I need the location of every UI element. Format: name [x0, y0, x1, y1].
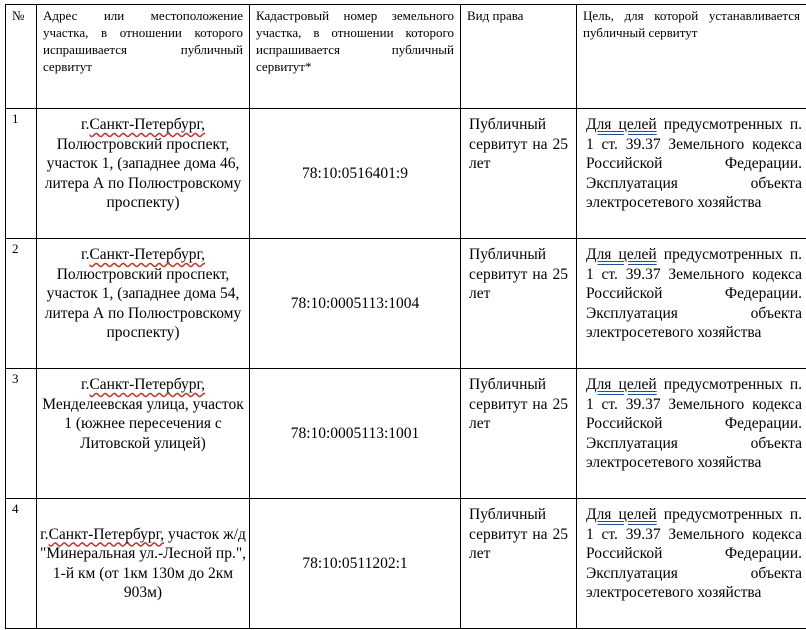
address-rest: участок ж/д "Минеральная ул.-Лесной пр.", 1-й км (от 1км 130м до 2км 903м)	[39, 525, 247, 601]
city-name: Санкт-Петербург,	[89, 116, 205, 133]
row-address	[37, 369, 250, 499]
table-header-row	[6, 5, 806, 109]
purpose-link: Для целей	[586, 116, 657, 133]
header-num: №	[6, 5, 37, 109]
purpose-rest: предусмотренных п. 1 ст. 39.37 Земельного кодекса Российской Федерации. Эксплуатация объекта электросетевого хозяйства	[586, 116, 803, 211]
city-name: Санкт-Петербург,	[89, 246, 205, 263]
row-address	[37, 499, 250, 629]
row-cadastral: 78:10:0005113:1004	[250, 239, 461, 369]
row-right-type: Публичный сервитут на 25 лет	[461, 369, 577, 499]
table-row	[6, 239, 806, 369]
city-prefix: г.	[80, 246, 90, 263]
row-num: 2	[6, 239, 37, 369]
row-right-type: Публичный сервитут на 25 лет	[461, 499, 577, 629]
address-rest: Полюстровский проспект, участок 1, (западнее дома 46, литера А по Полюстровскому проспекту)	[44, 135, 242, 211]
city-name: Санкт-Петербург,	[48, 525, 165, 543]
row-cadastral: 78:10:0005113:1001	[250, 369, 461, 499]
row-right-type: Публичный сервитут на 25 лет	[461, 239, 577, 369]
row-purpose	[577, 499, 806, 629]
purpose-link: Для целей	[586, 506, 657, 523]
city-prefix: г.	[80, 116, 90, 133]
header-right-type: Вид права	[461, 5, 577, 109]
row-num: 4	[6, 499, 37, 629]
row-num: 1	[6, 109, 37, 239]
row-num: 3	[6, 369, 37, 499]
city-prefix: г.	[40, 525, 49, 543]
header-address: Адрес или местоположение участка, в отношении которого испрашивается публичный сервитут	[37, 5, 250, 109]
purpose-rest: предусмотренных п. 1 ст. 39.37 Земельного кодекса Российской Федерации. Эксплуатация объекта электросетевого хозяйства	[586, 246, 803, 341]
row-right-type: Публичный сервитут на 25 лет	[461, 109, 577, 239]
purpose-link: Для целей	[586, 376, 657, 393]
row-cadastral: 78:10:0516401:9	[250, 109, 461, 239]
address-rest: Менделеевская улица, участок 1 (южнее пересечения с Литовской улицей)	[42, 395, 244, 452]
purpose-link: Для целей	[586, 246, 657, 263]
table-row	[6, 109, 806, 239]
row-purpose	[577, 369, 806, 499]
purpose-rest: предусмотренных п. 1 ст. 39.37 Земельного кодекса Российской Федерации. Эксплуатация объекта электросетевого хозяйства	[586, 376, 803, 471]
city-name: Санкт-Петербург,	[89, 376, 205, 393]
city-prefix: г.	[80, 376, 90, 393]
row-purpose	[577, 109, 806, 239]
row-cadastral: 78:10:0511202:1	[250, 499, 461, 629]
row-address	[37, 239, 250, 369]
address-rest: Полюстровский проспект, участок 1, (западнее дома 54, литера А по Полюстровскому проспекту)	[44, 265, 242, 341]
servitude-table	[5, 4, 806, 629]
row-address	[37, 109, 250, 239]
header-cadastral: Кадастровый номер земельного участка, в отношении которого испрашивается публичный сервитут*	[250, 5, 461, 109]
header-purpose: Цель, для которой устанавливается публичный сервитут	[577, 5, 806, 109]
row-purpose	[577, 239, 806, 369]
purpose-rest: предусмотренных п. 1 ст. 39.37 Земельного кодекса Российской Федерации. Эксплуатация объекта электросетевого хозяйства	[586, 506, 803, 601]
table-row	[6, 369, 806, 499]
table-row	[6, 499, 806, 629]
